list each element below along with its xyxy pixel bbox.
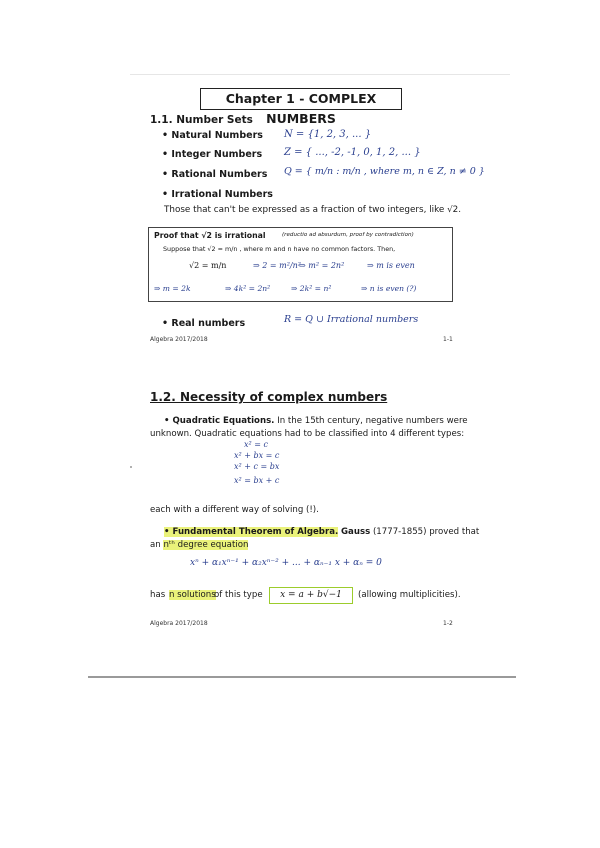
type-1: x² = c [244, 440, 268, 449]
type-4: x² = bx + c [234, 476, 280, 485]
footer-right-1: 1-1 [443, 336, 453, 343]
fta-text2-b: nᵗʰ degree equation [163, 540, 249, 550]
footer-left-2: Algebra 2017/2018 [150, 620, 208, 627]
fta-text2-a: an [150, 540, 161, 550]
has-text-d: (allowing multiplicities). [358, 590, 461, 600]
section-title-complex [150, 390, 387, 404]
footer-left-1: Algebra 2017/2018 [150, 336, 208, 343]
proof-line2-step2: ⇒ 4k² = 2n² [225, 284, 271, 293]
type-2: x² + bx = c [234, 451, 280, 460]
item-rational-label: • Rational Numbers [162, 169, 267, 180]
chapter-title: Chapter 1 - COMPLEX NUMBERS [200, 88, 402, 110]
has-text-b: n solutions [169, 590, 216, 600]
fta-label: Fundamental Theorem of Algebra. [172, 527, 339, 537]
item-natural-note: N = {1, 2, 3, ... } [284, 129, 372, 140]
proof-line1-step4: ⇒ m is even [367, 261, 415, 270]
proof-suppose: Suppose that √2 = m/n , where m and n have no common factors. Then, [163, 245, 396, 253]
item-real-note: R = Q ∪ Irrational numbers [284, 314, 419, 325]
footer-right-2: 1-2 [443, 620, 453, 627]
item-rational-note: Q = { m/n : m/n , where m, n ∈ Z, n ≠ 0 } [284, 166, 485, 177]
page-edge-bottom [88, 676, 516, 678]
fta-name: Gauss [341, 527, 371, 537]
fta-line1: • Fundamental Theorem of Algebra. Gauss (1777-1855) proved that [164, 527, 480, 537]
formula-box: x = a + b√−1 [269, 587, 353, 604]
section-title-number-sets [150, 114, 253, 126]
proof-line2-step3: ⇒ 2k² = n² [291, 284, 332, 293]
proof-line1-step3: ⇒ m² = 2n² [299, 261, 345, 270]
quadratic-text-b: unknown. Quadratic equations had to be classified into 4 different types: [150, 429, 465, 439]
section-title-complex-text: 1.2. Necessity of complex numbers [150, 390, 388, 404]
item-integer-note: Z = { ..., -2, -1, 0, 1, 2, ... } [284, 147, 421, 158]
proof-line2-step1: ⇒ m = 2k [154, 284, 191, 293]
proof-subtitle: (reductio ad absurdum, proof by contradiction) [282, 232, 414, 238]
item-real-label: • Real numbers [162, 318, 245, 329]
quadratic-text-a: In the 15th century, negative numbers were [277, 416, 468, 426]
type-3: x² + c = bx [234, 462, 280, 471]
page-edge-top [130, 74, 510, 75]
item-integer-label: • Integer Numbers [162, 149, 262, 160]
proof-line1-step2: ⇒ 2 = m²/n² [253, 261, 301, 270]
scan-speck [130, 466, 132, 468]
quadratic-label: Quadratic Equations. [172, 416, 275, 426]
proof-box [148, 227, 453, 302]
polynomial-equation: xⁿ + α₁xⁿ⁻¹ + α₂xⁿ⁻² + ... + αₙ₋₁ x + αₙ = 0 [190, 558, 382, 568]
has-text-a: has [150, 590, 166, 600]
has-text-c: of this type [214, 590, 263, 600]
proof-line2-step4: ⇒ n is even (?) [361, 284, 417, 293]
item-irrational-label: • Irrational Numbers [162, 189, 273, 200]
fta-line2 [150, 540, 248, 550]
fta-text: (1777-1855) proved that [372, 527, 480, 537]
proof-line1-step1: √2 = m/n [189, 261, 227, 270]
irrational-description: Those that can't be expressed as a fraction of two integers, like √2. [164, 205, 462, 215]
section-title-text: 1.1. Number Sets [150, 114, 253, 126]
item-natural-label: • Natural Numbers [162, 130, 263, 141]
each-text: each with a different way of solving (!). [150, 505, 319, 515]
proof-title: Proof that √2 is irrational [154, 231, 266, 240]
quadratic-line1: • Quadratic Equations. In the 15th century, negative numbers were [164, 416, 468, 426]
